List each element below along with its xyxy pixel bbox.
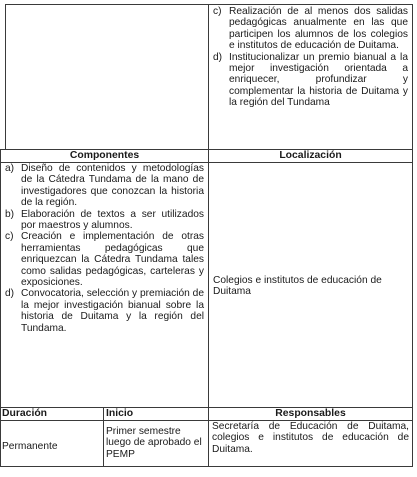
components-cell <box>5 163 204 334</box>
location-header: Localización <box>279 150 342 161</box>
list-marker: a) <box>5 163 15 174</box>
duration-header: Duración <box>2 408 48 419</box>
start-value: Primer semestre luego de aprobado el PEMP <box>106 426 202 460</box>
list-marker: d) <box>5 288 15 300</box>
responsible-value: Secretaría de Educación de Duitama, colegios e institutos de educación de Duitama. <box>212 421 409 455</box>
list-item <box>5 288 204 334</box>
start-header: Inicio <box>106 408 134 419</box>
list-item-text: Creación e implementación de otras herramientas pedagógicas que enriquezcan la Cátedra Tundama tales como salidas pedagógicas, carteleras y exposiciones. <box>21 231 204 289</box>
duration-value: Permanente <box>2 441 58 452</box>
list-item <box>5 231 204 288</box>
list-item <box>213 6 408 52</box>
list-marker: c) <box>5 231 14 243</box>
rule-left <box>0 149 1 466</box>
rule-top <box>5 4 413 5</box>
rule-duration-start <box>103 407 104 466</box>
list-item-text: Diseño de contenidos y metodologías de la Cátedra Tundama de la mano de investigadores que conozcan la historia de la región. <box>21 163 204 209</box>
activities-list <box>213 6 408 109</box>
rule-bottom <box>0 466 413 467</box>
list-marker: c) <box>213 6 222 17</box>
list-item-text: Institucionalizar un premio bianual a la mejor investigación orientada a enriquecer, profundizar y complementar la historia de Duitama y la región del Tundama <box>229 51 408 109</box>
components-list <box>5 163 204 334</box>
list-item <box>213 52 408 109</box>
list-item <box>5 163 204 209</box>
activities-continued-cell <box>213 6 408 109</box>
list-item-text: Elaboración de textos a ser utilizados por maestros y alumnos. <box>21 208 204 232</box>
list-marker: d) <box>213 51 223 63</box>
rule-middle <box>208 4 209 407</box>
responsible-header: Responsables <box>275 408 346 419</box>
list-marker: b) <box>5 208 15 220</box>
list-item <box>5 209 204 232</box>
rule-right <box>412 4 413 466</box>
list-item-text: Realización de al menos dos salidas pedagógicas anualmente en las que participen los alumnos de los colegios e institutos de educación de Duitama. <box>229 6 408 52</box>
components-header: Componentes <box>69 150 140 161</box>
rule-left-top <box>5 4 6 149</box>
location-cell: Colegios e institutos de educación de Duitama <box>213 275 382 298</box>
list-item-text: Convocatoria, selección y premiación de la mejor investigación bianual sobre la historia de Duitama y la región del Tundama. <box>21 288 204 334</box>
